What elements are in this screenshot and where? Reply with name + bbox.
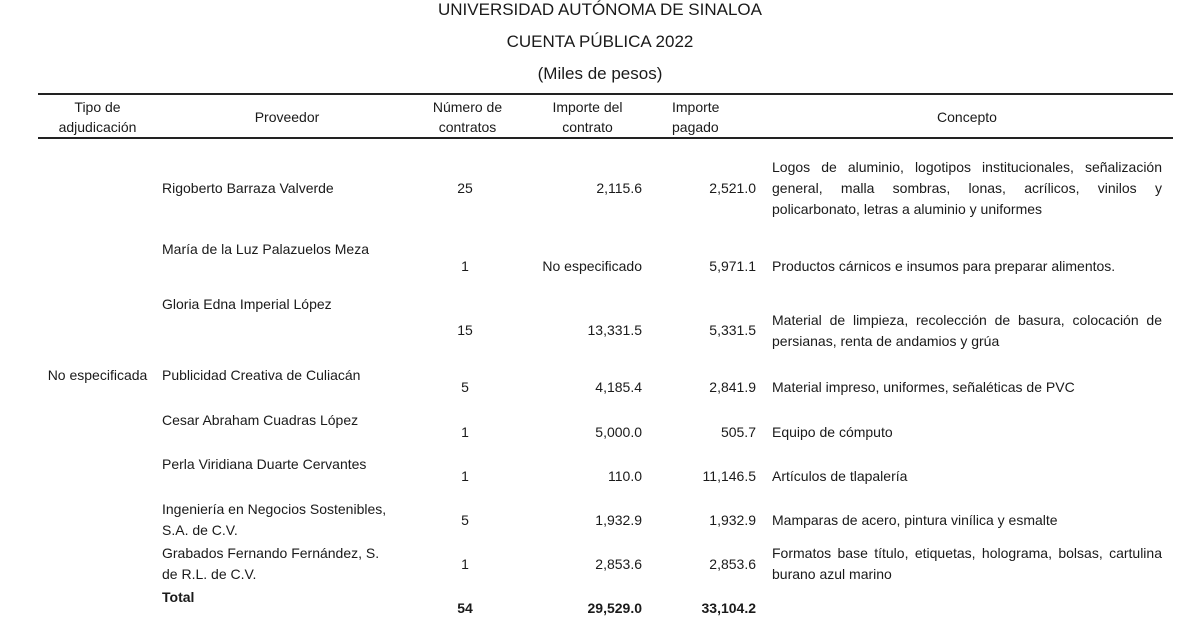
row-proveedor: Publicidad Creativa de Culiacán [162, 367, 361, 383]
row-concepto: Mamparas de acero, pintura vinílica y esmalte [772, 512, 1058, 528]
row-concepto: Productos cárnicos e insumos para preparar alimentos. [772, 258, 1116, 274]
units-label: (Miles de pesos) [537, 64, 663, 83]
row-importe-contrato: 1,932.9 [595, 512, 642, 528]
row-concepto: Formatos base título, etiquetas, holograma, bolsas, cartulina burano azul marino [772, 545, 1162, 582]
header-top-rule [38, 93, 1173, 95]
col-header-concepto: Concepto [937, 109, 997, 125]
col-header-numero: Número de contratos [432, 99, 503, 135]
row-importe-contrato: 5,000.0 [595, 424, 642, 440]
col-header-importe-contrato: Importe del contrato [552, 99, 623, 135]
row-importe-pagado: 2,841.9 [709, 379, 756, 395]
row-importe-contrato: 110.0 [608, 468, 642, 484]
row-importe-pagado: 2,853.6 [709, 556, 756, 572]
row-numero: 1 [461, 424, 469, 440]
row-proveedor: Perla Viridiana Duarte Cervantes [162, 456, 367, 472]
tipo-adjudicacion: No especificada [47, 367, 148, 383]
col-header-proveedor: Proveedor [254, 109, 320, 125]
row-importe-pagado: 2,521.0 [709, 180, 756, 196]
row-proveedor: Ingeniería en Negocios Sostenibles, S.A. de C.V. [162, 501, 387, 538]
row-importe-contrato: 2,853.6 [595, 556, 642, 572]
row-concepto: Artículos de tlapalería [772, 468, 908, 484]
row-numero: 5 [461, 512, 469, 528]
col-header-tipo: Tipo de adjudicación [58, 99, 137, 135]
row-concepto: Logos de aluminio, logotipos institucionales, señalización general, malla sombras, lonas, acrílicos, vinilos y policarbonato, letras a aluminio y uniformes [772, 159, 1162, 217]
row-numero: 1 [461, 556, 469, 572]
col-header-importe-pagado: Importe pagado [672, 99, 720, 135]
row-importe-contrato: No especificado [542, 258, 642, 274]
row-proveedor: Grabados Fernando Fernández, S. de R.L. de C.V. [162, 545, 380, 582]
row-concepto: Material impreso, uniformes, señaléticas de PVC [772, 379, 1075, 395]
row-importe-contrato: 4,185.4 [595, 379, 642, 395]
row-concepto: Material de limpieza, recolección de basura, colocación de persianas, renta de andamios y grúa [772, 312, 1162, 349]
row-proveedor: María de la Luz Palazuelos Meza [162, 241, 369, 257]
row-importe-pagado: 505.7 [720, 424, 756, 440]
row-importe-contrato: 13,331.5 [587, 322, 642, 338]
row-concepto: Equipo de cómputo [772, 424, 893, 440]
row-proveedor: Cesar Abraham Cuadras López [162, 412, 359, 428]
row-numero: 5 [461, 379, 469, 395]
row-proveedor: Rigoberto Barraza Valverde [162, 180, 334, 196]
total-importe-contrato: 29,529.0 [587, 600, 642, 616]
row-proveedor: Gloria Edna Imperial López [162, 296, 332, 312]
total-numero: 54 [457, 600, 473, 616]
row-importe-contrato: 2,115.6 [596, 180, 642, 196]
row-numero: 1 [461, 468, 469, 484]
row-numero: 15 [457, 322, 473, 338]
header-bottom-rule [38, 137, 1173, 139]
total-label: Total [162, 589, 195, 605]
row-importe-pagado: 5,331.5 [709, 322, 756, 338]
row-importe-pagado: 11,146.5 [702, 468, 756, 484]
row-numero: 1 [461, 258, 469, 274]
total-importe-pagado: 33,104.2 [701, 600, 756, 616]
row-numero: 25 [457, 180, 473, 196]
document-title: UNIVERSIDAD AUTÓNOMA DE SINALOA [437, 0, 762, 19]
document-subtitle: CUENTA PÚBLICA 2022 [506, 32, 694, 51]
row-importe-pagado: 1,932.9 [709, 512, 756, 528]
row-importe-pagado: 5,971.1 [709, 258, 756, 274]
